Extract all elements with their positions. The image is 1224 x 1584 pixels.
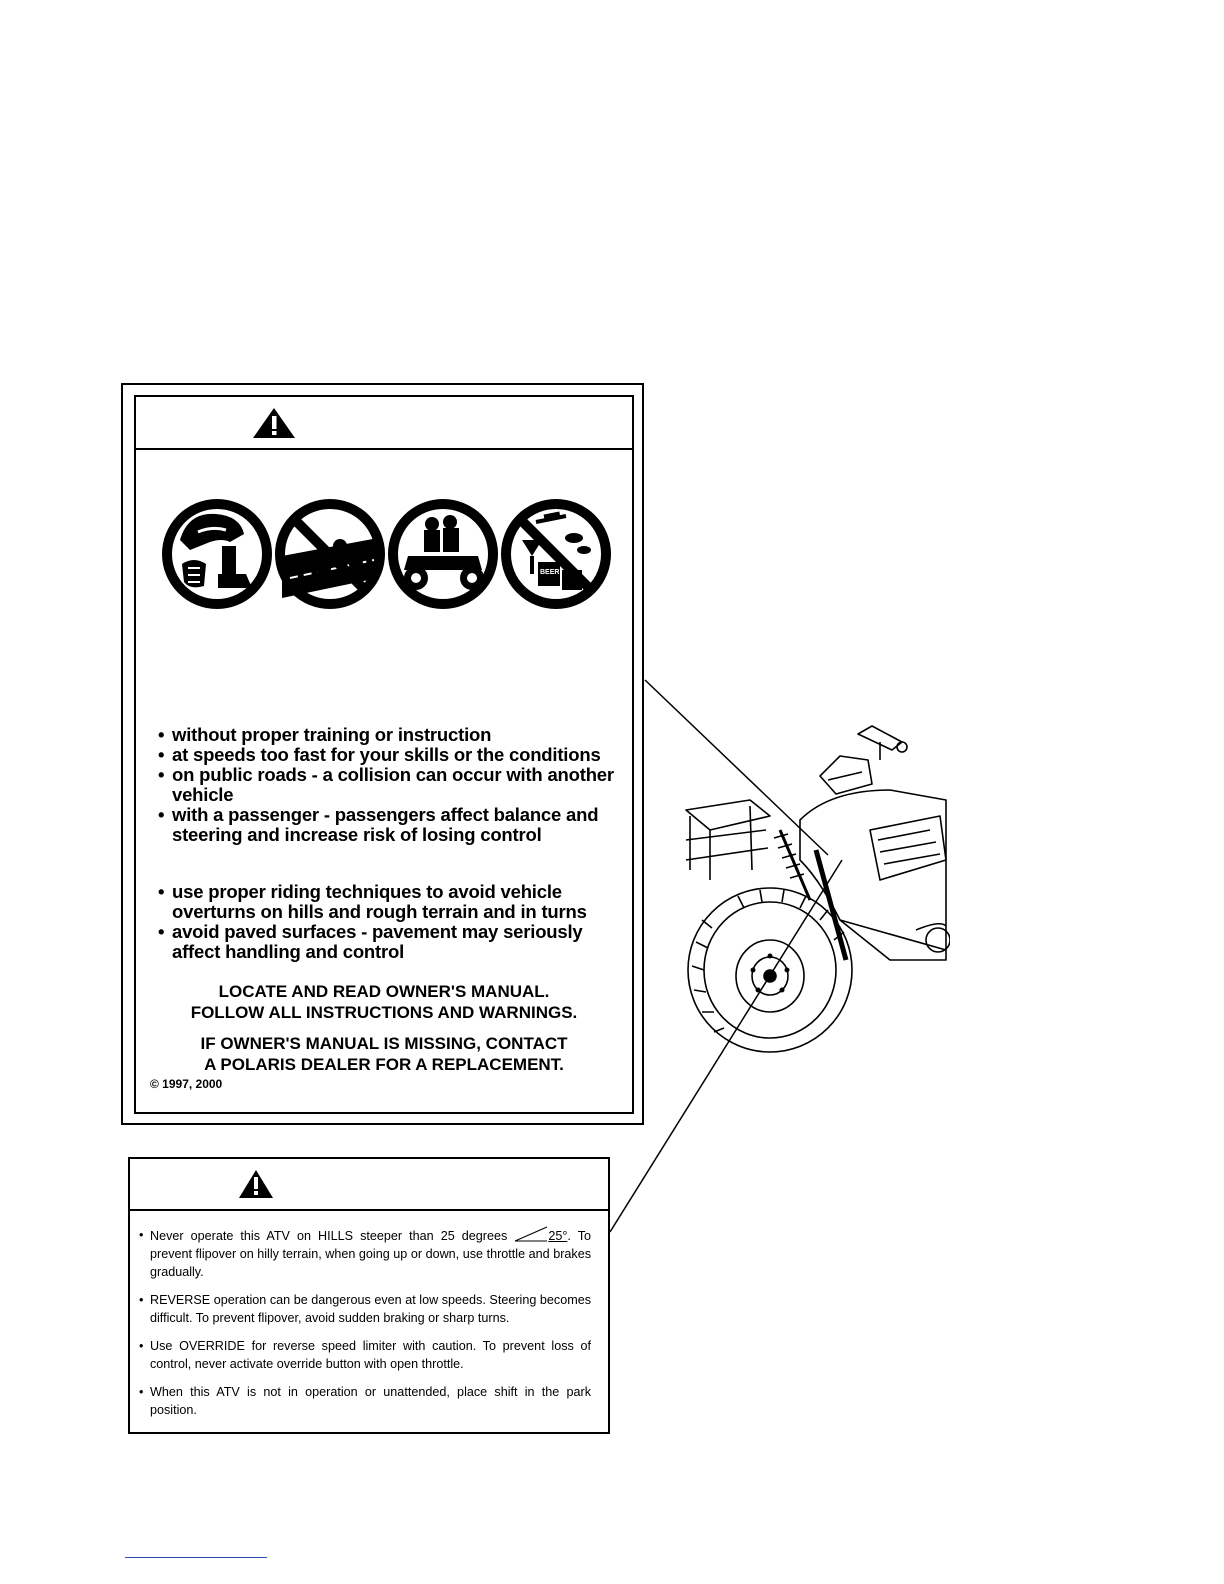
no-drugs-alcohol-icon <box>506 504 606 604</box>
safety-pictograms <box>160 498 615 610</box>
warning-triangle-icon <box>252 407 296 439</box>
list-item: • at speeds too fast for your skills or the conditions <box>158 745 628 765</box>
lower-decal-header <box>128 1157 610 1211</box>
hills-warning-text: Never operate this ATV on HILLS steeper than 25 degrees <box>150 1229 508 1243</box>
beer-can-label: BEER <box>540 569 560 576</box>
list-item: • REVERSE operation can be dangerous even at low speeds. Steering becomes difficult. To prevent flipover, avoid sudden braking or sharp turns. <box>139 1291 591 1327</box>
slope-angle-icon <box>514 1226 548 1242</box>
copyright-notice: © 1997, 2000 <box>150 1077 223 1091</box>
list-item: • Use OVERRIDE for reverse speed limiter with caution. To prevent loss of control, never activate override button with open throttle. <box>139 1337 591 1373</box>
list-item: • with a passenger - passengers affect balance and steering and increase risk of losing control <box>158 805 628 845</box>
warning-triangle-icon <box>238 1169 274 1199</box>
helmet-boots-gear-icon <box>167 504 267 604</box>
list-item <box>139 1226 591 1281</box>
manual-line: FOLLOW ALL INSTRUCTIONS AND WARNINGS. <box>190 1003 578 1022</box>
manual-line: IF OWNER'S MANUAL IS MISSING, CONTACT <box>200 1034 568 1053</box>
slope-degrees: 25° <box>548 1229 568 1243</box>
list-item: • on public roads - a collision can occur with another vehicle <box>158 765 628 805</box>
atv-illustration <box>640 720 950 1060</box>
list-item: • without proper training or instruction <box>158 725 628 745</box>
no-paved-road-icon <box>280 504 380 604</box>
list-item: • When this ATV is not in operation or unattended, place shift in the park position. <box>139 1383 591 1419</box>
footer-rule <box>125 1557 267 1558</box>
list-item: • avoid paved surfaces - pavement may seriously affect handling and control <box>158 922 628 962</box>
no-passenger-icon <box>393 504 493 604</box>
manual-line: LOCATE AND READ OWNER'S MANUAL. <box>218 982 550 1001</box>
upper-decal-header <box>134 395 634 450</box>
never-operate-list <box>158 725 628 845</box>
missing-manual-notice <box>134 1033 634 1075</box>
hills-warning-continued: . To prevent flipover on hilly terrain, when going up or down, use throttle and brakes gradually. <box>150 1229 591 1279</box>
manual-line: A POLARIS DEALER FOR A REPLACEMENT. <box>204 1055 564 1074</box>
read-manual-notice <box>134 981 634 1023</box>
always-list <box>158 882 628 962</box>
atv-operation-warnings <box>139 1226 591 1429</box>
list-item: • use proper riding techniques to avoid vehicle overturns on hills and rough terrain and in turns <box>158 882 628 922</box>
